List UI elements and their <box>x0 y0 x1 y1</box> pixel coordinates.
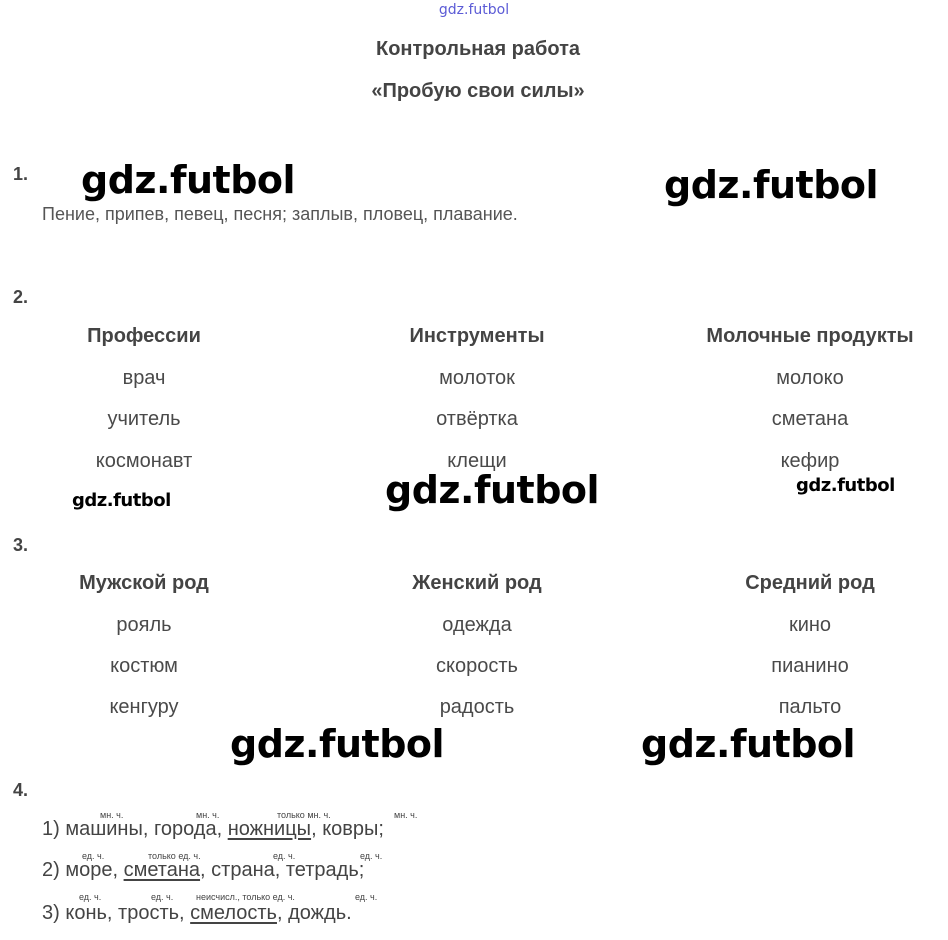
word: трость <box>118 902 180 924</box>
word: города <box>153 818 217 840</box>
watermark: gdz.futbol <box>796 475 895 496</box>
task-2-number: 2. <box>13 287 29 307</box>
underlined-word: смелость <box>190 902 277 924</box>
task-2-heading-dairy: Молочные продукты <box>706 325 914 347</box>
task-4-line-1: 1) машины, города, ножницы, ковры; <box>42 818 384 840</box>
watermark: gdz.futbol <box>664 163 879 207</box>
site-mark[interactable]: gdz.futbol <box>438 2 510 18</box>
task-2-heading-tools: Инструменты <box>409 325 545 347</box>
task-4-number: 4. <box>13 780 29 800</box>
word: дождь <box>288 902 347 924</box>
list-item: молоток <box>439 367 515 389</box>
grammar-note: ед. ч. <box>360 851 383 861</box>
list-item: отвёртка <box>436 408 518 430</box>
watermark: gdz.futbol <box>81 158 296 202</box>
task-1-number: 1. <box>13 164 29 184</box>
task-2-heading-professions: Профессии <box>87 325 201 347</box>
list-item: пианино <box>771 655 849 677</box>
grammar-note: мн. ч. <box>100 810 124 820</box>
underlined-word: сметана <box>123 859 201 881</box>
list-item: кино <box>788 614 832 636</box>
grammar-note: мн. ч. <box>196 810 220 820</box>
line-prefix: 1) <box>42 818 66 840</box>
task-3-heading-masculine: Мужской род <box>79 572 209 594</box>
list-item: пальто <box>778 696 842 718</box>
task-1-answer: Пение, припев, певец, песня; заплыв, пловец, плавание. <box>42 204 518 224</box>
grammar-note: мн. ч. <box>394 810 418 820</box>
grammar-note: ед. ч. <box>273 851 296 861</box>
list-item: кефир <box>780 450 840 472</box>
word: машины <box>65 818 143 840</box>
list-item: кенгуру <box>109 696 179 718</box>
task-3-heading-feminine: Женский род <box>412 572 542 594</box>
task-4-line-3: 3) конь, трость, смелость, дождь. <box>42 902 352 924</box>
task-3-heading-neuter: Средний род <box>745 572 875 594</box>
page-subtitle: «Пробую свои силы» <box>371 80 585 102</box>
grammar-note: ед. ч. <box>151 892 174 902</box>
line-end: ; <box>358 859 365 881</box>
line-end: . <box>346 902 352 924</box>
line-prefix: 3) <box>42 902 66 924</box>
grammar-note: ед. ч. <box>355 892 378 902</box>
line-end: ; <box>378 818 384 840</box>
list-item: костюм <box>110 655 178 677</box>
grammar-note: только ед. ч. <box>148 851 201 861</box>
list-item: врач <box>122 367 166 389</box>
task-4-line-2: 2) море, сметана, страна, тетрадь; <box>42 859 365 881</box>
list-item: молоко <box>776 367 844 389</box>
watermark: gdz.futbol <box>385 468 600 512</box>
word: тетрадь <box>285 859 359 881</box>
watermark: gdz.futbol <box>230 722 445 766</box>
grammar-note: ед. ч. <box>82 851 105 861</box>
list-item: одежда <box>442 614 512 636</box>
underlined-word: ножницы <box>227 818 312 840</box>
watermark: gdz.futbol <box>72 490 171 511</box>
grammar-note: ед. ч. <box>79 892 102 902</box>
word: ковры <box>322 818 379 840</box>
word: страна <box>211 859 275 881</box>
list-item: учитель <box>107 408 181 430</box>
list-item: космонавт <box>95 450 193 472</box>
line-prefix: 2) <box>42 859 66 881</box>
list-item: клещи <box>447 450 507 472</box>
word: море <box>65 859 113 881</box>
word: конь <box>65 902 107 924</box>
list-item: радость <box>439 696 515 718</box>
page-title: Контрольная работа <box>376 38 580 60</box>
watermark: gdz.futbol <box>641 722 856 766</box>
task-3-number: 3. <box>13 535 29 555</box>
list-item: рояль <box>116 614 172 636</box>
list-item: скорость <box>436 655 518 677</box>
grammar-note: только мн. ч. <box>277 810 331 820</box>
list-item: сметана <box>771 408 849 430</box>
grammar-note: неисчисл., только ед. ч. <box>196 892 295 902</box>
